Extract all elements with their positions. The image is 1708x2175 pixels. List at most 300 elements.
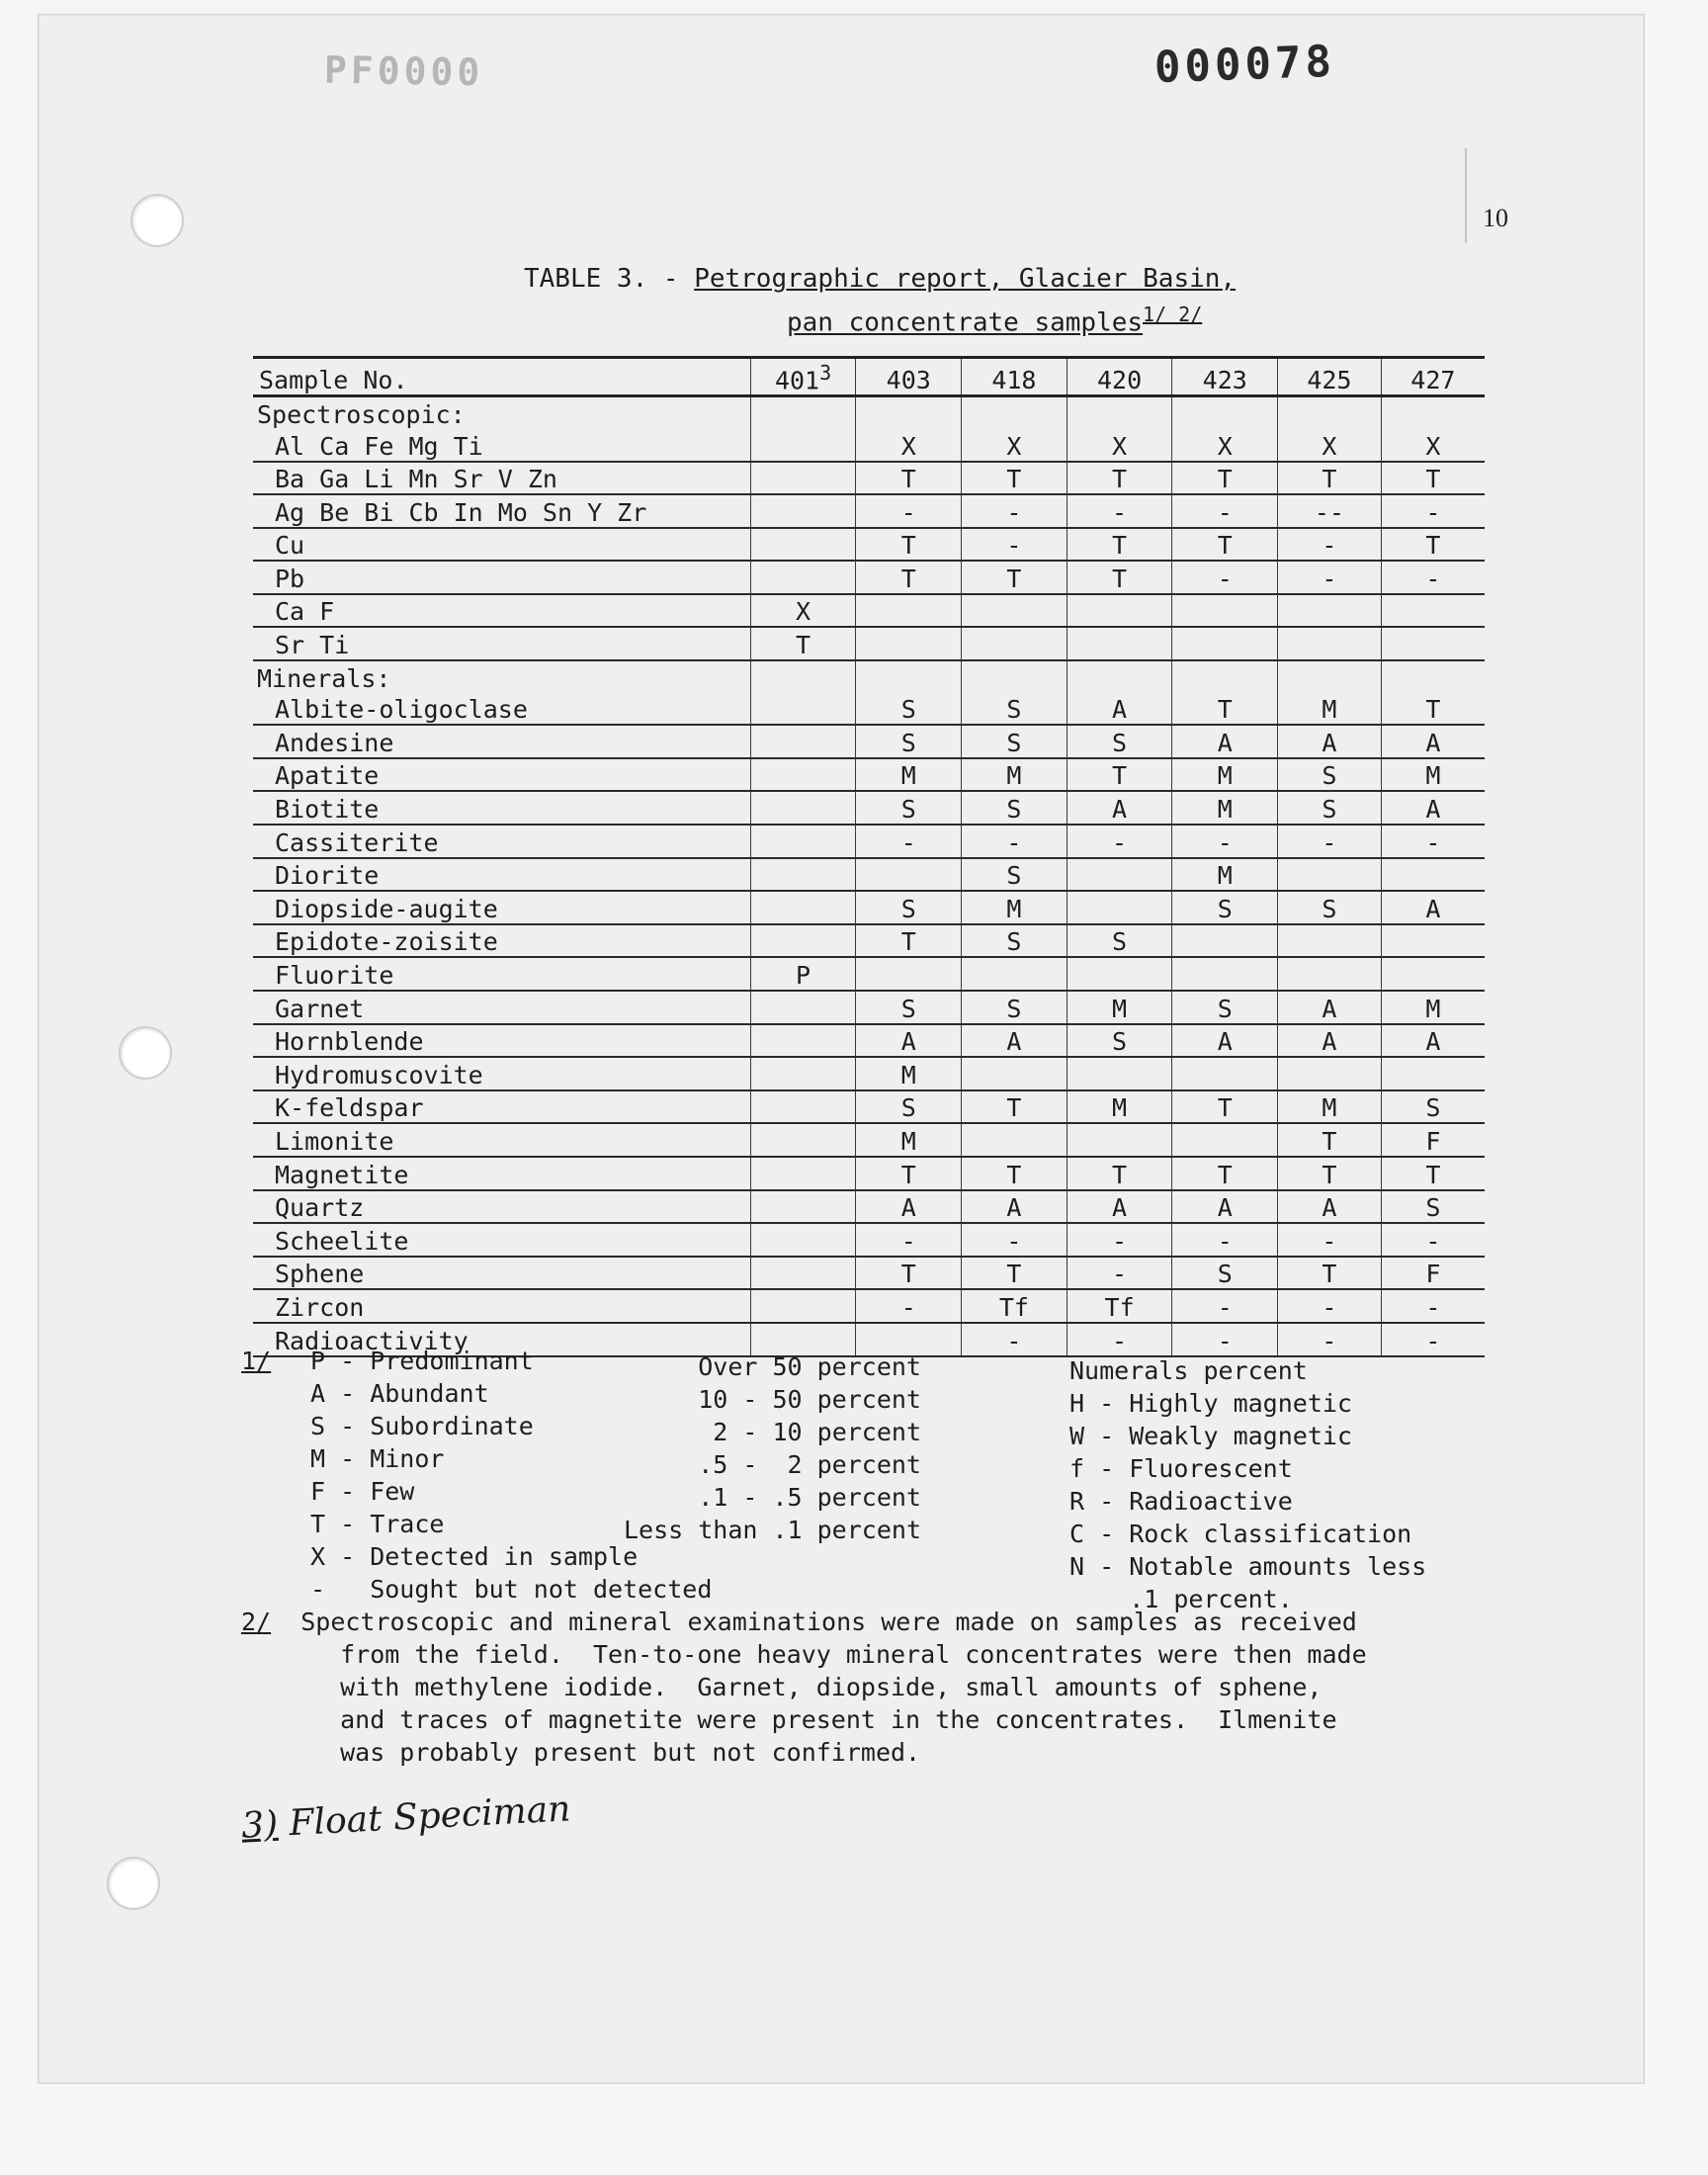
table-cell: S — [856, 991, 962, 1024]
table-cell: M — [856, 1123, 962, 1157]
title-text-2: pan concentrate samples — [787, 307, 1144, 338]
table-cell — [750, 1223, 856, 1257]
table-row — [253, 825, 1485, 858]
table-row — [253, 1123, 1485, 1157]
table-cell — [750, 1024, 856, 1058]
punch-hole-bottom — [107, 1857, 160, 1910]
table-cell: - — [1381, 825, 1485, 858]
table-cell — [750, 561, 856, 594]
legend-range-item: 10 - 50 percent — [698, 1385, 921, 1414]
table-cell: A — [1067, 791, 1172, 825]
section-title: Spectroscopic: — [257, 399, 466, 429]
legend-other-item: N - Notable amounts less — [1069, 1552, 1427, 1581]
table-cell: S — [1381, 1190, 1485, 1224]
table-cell — [1381, 660, 1485, 693]
footnote-2-line: from the field. Ten-to-one heavy mineral concentrates were then made — [310, 1640, 1367, 1669]
legend-range-item: .5 - 2 percent — [698, 1450, 921, 1479]
table-cell: X — [750, 594, 856, 628]
table-cell — [1067, 891, 1172, 924]
table-cell: M — [1172, 758, 1278, 792]
legend-ranges — [589, 1350, 921, 1546]
legend-range-item: 2 - 10 percent — [713, 1418, 921, 1446]
table-cell: S — [962, 693, 1068, 726]
legend-other-item: H - Highly magnetic — [1069, 1389, 1352, 1418]
table-cell: - — [856, 1289, 962, 1323]
row-label: Pb — [253, 561, 750, 594]
row-label: Scheelite — [253, 1223, 750, 1257]
table-cell — [856, 957, 962, 991]
table-cell: M — [856, 1057, 962, 1090]
section-heading-row — [253, 396, 1485, 429]
table-cell: T — [1067, 1157, 1172, 1190]
header-sample-401: $401^3$ — [750, 358, 856, 396]
row-label: Cu — [253, 528, 750, 562]
legend-marker: 1/ — [241, 1347, 272, 1375]
table-cell: T — [1278, 462, 1382, 495]
table-cell — [750, 1157, 856, 1190]
table-cell: A — [1172, 1190, 1278, 1224]
table-cell: S — [856, 725, 962, 758]
table-cell: T — [962, 1157, 1068, 1190]
table-cell: S — [962, 924, 1068, 958]
table-cell — [750, 1289, 856, 1323]
legend-code-item: T - Trace — [310, 1510, 445, 1538]
table-cell: T — [1381, 693, 1485, 726]
section-title: Minerals: — [257, 663, 391, 693]
legend-code-item: A - Abundant — [310, 1379, 489, 1408]
table-cell: - — [1381, 561, 1485, 594]
table-cell — [1278, 660, 1382, 693]
row-label: Biotite — [253, 791, 750, 825]
table-cell: S — [1172, 891, 1278, 924]
table-cell — [1278, 957, 1382, 991]
table-cell: S — [856, 791, 962, 825]
table-row — [253, 1157, 1485, 1190]
table-header-row — [253, 358, 1485, 396]
legend-range-item: Less than .1 percent — [623, 1516, 921, 1544]
row-label: Diorite — [253, 858, 750, 892]
legend-code-item: P - Predominant — [310, 1347, 534, 1375]
table-cell: T — [1172, 1090, 1278, 1124]
footnote-2-line: with methylene iodide. Garnet, diopside, small amounts of sphene, — [310, 1673, 1323, 1701]
handwritten-text: Float Speciman — [288, 1788, 572, 1845]
table-cell: S — [856, 891, 962, 924]
table-cell: - — [1172, 1223, 1278, 1257]
table-cell: X — [1067, 429, 1172, 462]
table-cell: T — [1278, 1123, 1382, 1157]
handwritten-marker: 3) — [240, 1803, 280, 1847]
footnote-2-line: Spectroscopic and mineral examinations were made on samples as received — [300, 1608, 1357, 1636]
table-cell: - — [1278, 561, 1382, 594]
footnote-2-line: was probably present but not confirmed. — [310, 1738, 921, 1767]
table-cell: - — [856, 1223, 962, 1257]
table-title-line-2 — [787, 297, 1202, 341]
punch-hole-middle — [119, 1026, 172, 1080]
table-cell: T — [856, 924, 962, 958]
table-cell: T — [1067, 561, 1172, 594]
table-cell: -- — [1278, 494, 1382, 528]
table-cell — [750, 725, 856, 758]
table-cell — [962, 627, 1068, 660]
title-text-1: Petrographic report, Glacier Basin, — [694, 264, 1237, 294]
table-cell: T — [1381, 528, 1485, 562]
legend-code-item: X - Detected in sample — [310, 1542, 639, 1571]
legend-range-item: .1 - .5 percent — [698, 1483, 921, 1512]
stamp-left: PF0000 — [323, 47, 484, 95]
table-row — [253, 429, 1485, 462]
row-label: Andesine — [253, 725, 750, 758]
table-cell: M — [1381, 991, 1485, 1024]
table-cell: T — [1172, 693, 1278, 726]
table-cell: - — [962, 1223, 1068, 1257]
margin-mark — [1465, 148, 1467, 243]
row-label: Fluorite — [253, 957, 750, 991]
legend-other-item: f - Fluorescent — [1069, 1454, 1293, 1483]
table-cell — [1067, 858, 1172, 892]
table-cell — [750, 494, 856, 528]
legend-other-item: .1 percent. — [1069, 1585, 1293, 1613]
punch-hole-top — [130, 194, 184, 247]
table-cell: M — [1067, 1090, 1172, 1124]
table-cell: - — [1067, 825, 1172, 858]
header-sample-418: 418 — [962, 358, 1068, 396]
table-cell: - — [962, 825, 1068, 858]
table-cell: T — [1067, 758, 1172, 792]
table-cell: M — [962, 758, 1068, 792]
table-cell: X — [1278, 429, 1382, 462]
table-cell: M — [962, 891, 1068, 924]
table-cell — [750, 825, 856, 858]
table-cell: - — [1067, 1323, 1172, 1356]
footnote-2 — [241, 1606, 1367, 1769]
table-row — [253, 891, 1485, 924]
table-cell — [1381, 627, 1485, 660]
table-cell: - — [1381, 1223, 1485, 1257]
table-cell: A — [1067, 1190, 1172, 1224]
table-cell: T — [962, 561, 1068, 594]
table-cell — [1381, 924, 1485, 958]
table-cell — [1067, 396, 1172, 429]
table-cell — [962, 660, 1068, 693]
row-label: Al Ca Fe Mg Ti — [253, 429, 750, 462]
row-label: Sphene — [253, 1257, 750, 1290]
table-cell: X — [1172, 429, 1278, 462]
table-cell — [1172, 1057, 1278, 1090]
table-row — [253, 462, 1485, 495]
table-row — [253, 1057, 1485, 1090]
table-cell: T — [1172, 528, 1278, 562]
table-cell — [1381, 858, 1485, 892]
table-cell — [1172, 924, 1278, 958]
table-cell — [1381, 594, 1485, 628]
table-cell — [750, 1090, 856, 1124]
table-cell: M — [1278, 1090, 1382, 1124]
table-cell: A — [1381, 791, 1485, 825]
table-cell: S — [856, 693, 962, 726]
table-cell: - — [962, 494, 1068, 528]
table-cell — [1278, 924, 1382, 958]
table-row — [253, 858, 1485, 892]
table-cell: - — [1381, 494, 1485, 528]
table-cell: A — [856, 1024, 962, 1058]
table-cell — [750, 660, 856, 693]
table-cell: S — [1067, 725, 1172, 758]
table-cell: T — [962, 462, 1068, 495]
header-sample-403: 403 — [856, 358, 962, 396]
table-cell: A — [962, 1190, 1068, 1224]
legend-other — [1069, 1354, 1426, 1615]
table-cell: S — [962, 858, 1068, 892]
table-cell: - — [962, 1323, 1068, 1356]
table-cell — [856, 660, 962, 693]
legend-code-item: M - Minor — [310, 1444, 445, 1473]
table-cell — [1172, 396, 1278, 429]
table-row — [253, 1190, 1485, 1224]
table-cell: T — [856, 1257, 962, 1290]
footnote-2-line: and traces of magnetite were present in the concentrates. Ilmenite — [310, 1705, 1337, 1734]
table-cell: M — [1278, 693, 1382, 726]
table-cell: - — [1172, 494, 1278, 528]
row-label: Magnetite — [253, 1157, 750, 1190]
table-cell — [1067, 957, 1172, 991]
row-label: Hydromuscovite — [253, 1057, 750, 1090]
table-cell — [750, 429, 856, 462]
table-cell — [1278, 396, 1382, 429]
title-prefix: TABLE 3. - — [524, 264, 695, 294]
table-cell: - — [1278, 1289, 1382, 1323]
table-cell — [1172, 660, 1278, 693]
table-cell: S — [1381, 1090, 1485, 1124]
table-cell — [962, 594, 1068, 628]
table-cell — [856, 594, 962, 628]
table-cell: - — [856, 825, 962, 858]
table-cell — [1172, 1123, 1278, 1157]
row-label: Diopside-augite — [253, 891, 750, 924]
table-cell: A — [1172, 725, 1278, 758]
table-cell: S — [856, 1090, 962, 1124]
table-cell: T — [962, 1257, 1068, 1290]
table-cell: A — [856, 1190, 962, 1224]
row-label: Cassiterite — [253, 825, 750, 858]
table-row — [253, 924, 1485, 958]
table-cell: - — [1067, 1223, 1172, 1257]
title-footnote-refs: 1/ 2/ — [1143, 303, 1203, 326]
table-row — [253, 725, 1485, 758]
table-cell — [750, 758, 856, 792]
table-cell: A — [1067, 693, 1172, 726]
table-cell: T — [1381, 1157, 1485, 1190]
table-cell: T — [1172, 1157, 1278, 1190]
table-cell — [1278, 858, 1382, 892]
table-cell: F — [1381, 1123, 1485, 1157]
table-cell — [1067, 594, 1172, 628]
table-cell: T — [856, 561, 962, 594]
table-cell: S — [962, 991, 1068, 1024]
table-title-line-1 — [524, 261, 1236, 297]
table-cell — [856, 627, 962, 660]
table-cell: T — [856, 462, 962, 495]
table-cell: - — [1172, 561, 1278, 594]
table-row — [253, 1024, 1485, 1058]
table-cell: M — [1172, 858, 1278, 892]
table-cell: A — [1381, 725, 1485, 758]
row-label: Garnet — [253, 991, 750, 1024]
table-cell: X — [856, 429, 962, 462]
header-sample-423: 423 — [1172, 358, 1278, 396]
table-cell — [1067, 1057, 1172, 1090]
table-cell — [1067, 660, 1172, 693]
table-cell: A — [962, 1024, 1068, 1058]
table-cell — [1172, 594, 1278, 628]
legend-other-item: C - Rock classification — [1069, 1520, 1412, 1548]
table-cell: T — [856, 1157, 962, 1190]
table-cell: S — [1278, 891, 1382, 924]
table-cell — [962, 957, 1068, 991]
legend-range-item: Over 50 percent — [698, 1352, 921, 1381]
table-cell: A — [1278, 1190, 1382, 1224]
table-cell: - — [1278, 825, 1382, 858]
table-cell: - — [1381, 1289, 1485, 1323]
table-cell: X — [962, 429, 1068, 462]
row-label: Radioactivity — [253, 1323, 750, 1356]
table-row — [253, 561, 1485, 594]
table-cell: T — [856, 528, 962, 562]
table-cell — [1381, 396, 1485, 429]
table-cell — [750, 528, 856, 562]
legend-code-item: S - Subordinate — [310, 1412, 534, 1440]
row-label: Albite-oligoclase — [253, 693, 750, 726]
row-label: Sr Ti — [253, 627, 750, 660]
legend-code-item: F - Few — [310, 1477, 415, 1506]
table-cell — [750, 396, 856, 429]
table-cell: - — [1381, 1323, 1485, 1356]
table-cell — [750, 1123, 856, 1157]
table-row — [253, 627, 1485, 660]
legend-other-item: R - Radioactive — [1069, 1487, 1293, 1516]
table-cell — [750, 1057, 856, 1090]
table-cell: T — [1381, 462, 1485, 495]
table-cell: S — [1067, 924, 1172, 958]
table-cell: - — [1278, 1223, 1382, 1257]
table-cell: - — [1172, 1323, 1278, 1356]
table-cell: - — [962, 528, 1068, 562]
table-cell — [962, 396, 1068, 429]
table-cell: P — [750, 957, 856, 991]
header-sample-label: Sample No. — [253, 358, 750, 396]
sample-401-note: 3 — [819, 361, 832, 385]
table-cell: T — [1278, 1257, 1382, 1290]
table-cell — [1172, 957, 1278, 991]
footnote-2-marker: 2/ — [241, 1608, 272, 1636]
table-cell: Tf — [962, 1289, 1068, 1323]
table-cell — [856, 396, 962, 429]
row-label: Ba Ga Li Mn Sr V Zn — [253, 462, 750, 495]
row-label: Quartz — [253, 1190, 750, 1224]
table-row — [253, 1257, 1485, 1290]
table-cell — [750, 991, 856, 1024]
legend-other-item: W - Weakly magnetic — [1069, 1422, 1352, 1450]
table-cell: - — [856, 494, 962, 528]
row-label: Epidote-zoisite — [253, 924, 750, 958]
table-cell: T — [1278, 1157, 1382, 1190]
table-row — [253, 594, 1485, 628]
table-cell: T — [962, 1090, 1068, 1124]
table-cell: - — [1172, 825, 1278, 858]
row-label: Limonite — [253, 1123, 750, 1157]
page-number: 10 — [1483, 204, 1508, 232]
table-cell: A — [1381, 1024, 1485, 1058]
table-row — [253, 791, 1485, 825]
table-row — [253, 1090, 1485, 1124]
table-cell: T — [1172, 462, 1278, 495]
table-cell — [750, 891, 856, 924]
table-row — [253, 957, 1485, 991]
table-cell: A — [1278, 725, 1382, 758]
row-label: K-feldspar — [253, 1090, 750, 1124]
table-cell — [1172, 627, 1278, 660]
stamp-right: 000078 — [1153, 36, 1336, 94]
table-cell: S — [1278, 791, 1382, 825]
table-row — [253, 1223, 1485, 1257]
legend-code-item: - Sought but not detected — [310, 1575, 713, 1604]
table-cell — [750, 462, 856, 495]
table-cell: Tf — [1067, 1289, 1172, 1323]
table-cell: A — [1381, 891, 1485, 924]
table-cell: X — [1381, 429, 1485, 462]
table-cell — [750, 1257, 856, 1290]
row-label: Ca F — [253, 594, 750, 628]
petrographic-table — [253, 356, 1485, 1357]
table-cell: A — [1278, 991, 1382, 1024]
legend-other-item: Numerals percent — [1069, 1356, 1308, 1385]
table-cell: T — [750, 627, 856, 660]
table-cell: S — [1172, 991, 1278, 1024]
table-cell: - — [1278, 528, 1382, 562]
header-sample-425: 425 — [1278, 358, 1382, 396]
table-cell: M — [1381, 758, 1485, 792]
row-label: Hornblende — [253, 1024, 750, 1058]
table-cell — [1067, 627, 1172, 660]
table-cell — [750, 1190, 856, 1224]
table-cell: S — [1278, 758, 1382, 792]
table-cell — [962, 1057, 1068, 1090]
table-cell: M — [1172, 791, 1278, 825]
table-cell — [1278, 1057, 1382, 1090]
row-label: Zircon — [253, 1289, 750, 1323]
row-label: Apatite — [253, 758, 750, 792]
table-cell — [1067, 1123, 1172, 1157]
table-cell: M — [856, 758, 962, 792]
table-cell — [856, 858, 962, 892]
table-cell: S — [962, 791, 1068, 825]
table-row — [253, 991, 1485, 1024]
table-cell — [750, 924, 856, 958]
table-cell — [1381, 1057, 1485, 1090]
table-row — [253, 528, 1485, 562]
table-cell — [750, 791, 856, 825]
row-label: Ag Be Bi Cb In Mo Sn Y Zr — [253, 494, 750, 528]
table-cell: S — [1067, 1024, 1172, 1058]
table-row — [253, 1289, 1485, 1323]
table-cell: T — [1067, 528, 1172, 562]
header-sample-420: 420 — [1067, 358, 1172, 396]
table-cell — [962, 1123, 1068, 1157]
table-cell: A — [1172, 1024, 1278, 1058]
table-cell: M — [1067, 991, 1172, 1024]
table-cell: T — [1067, 462, 1172, 495]
table-row — [253, 758, 1485, 792]
table-cell: S — [962, 725, 1068, 758]
